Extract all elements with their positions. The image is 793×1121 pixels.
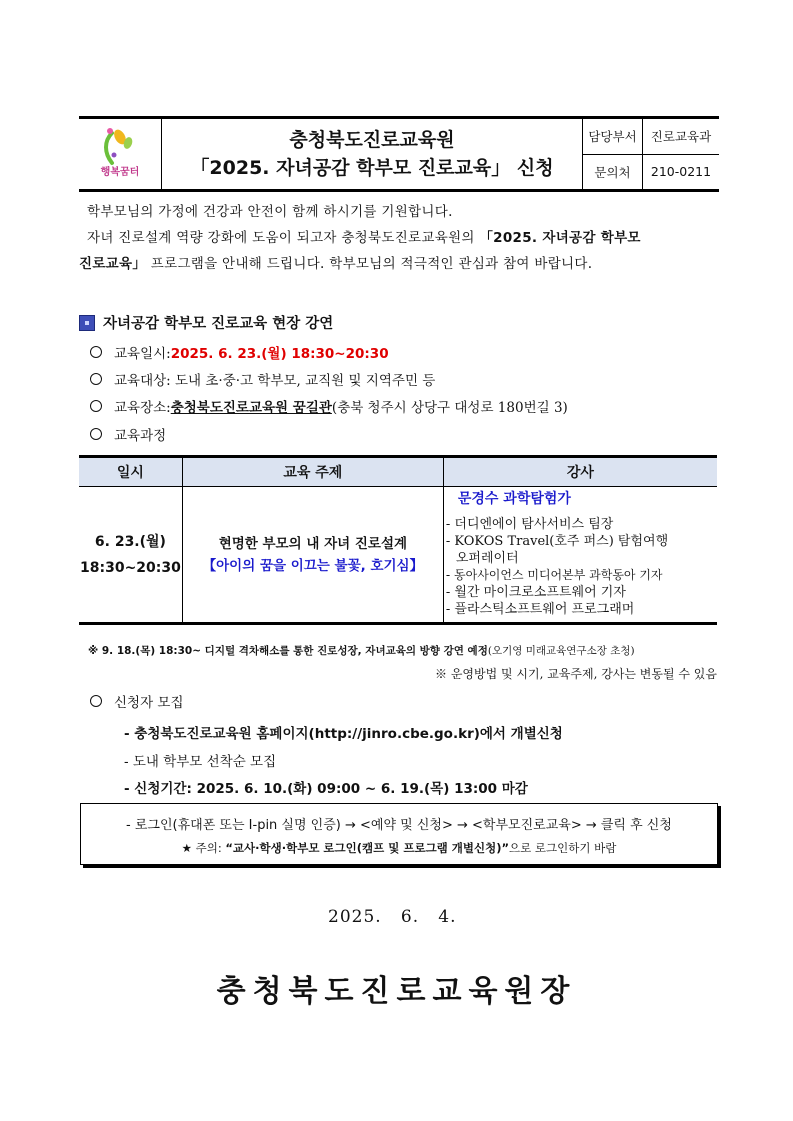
edu-course <box>90 424 166 444</box>
logo-cell <box>79 119 162 189</box>
col-header-speaker: 강사 <box>443 457 717 487</box>
program-name-end: 진로교육」 <box>79 256 147 272</box>
header-table <box>79 116 719 192</box>
edu-place-name: 충청북도진로교육원 꿈길관 <box>170 400 332 416</box>
date-cell <box>79 487 182 624</box>
table-row <box>79 487 717 624</box>
section-title-text: 자녀공감 학부모 진로교육 현장 강연 <box>103 315 334 332</box>
course-table <box>79 455 717 625</box>
caution-bold: “교사·학생·학부모 로그인(캠프 및 프로그램 개별신청)” <box>225 841 510 855</box>
circle-bullet-icon <box>90 346 102 358</box>
intro-line-1: 학부모님의 가정에 건강과 안전이 함께 하시기를 기원합니다. <box>87 204 453 220</box>
edu-course-text: 교육과정 <box>114 428 167 444</box>
dept-row <box>583 119 719 154</box>
circle-bullet-icon <box>90 695 102 707</box>
speaker-career-4: - 월간 마이크로소프트웨어 기자 <box>445 585 626 600</box>
intro-line-3-text: 프로그램을 안내해 드립니다. 학부모님의 적극적인 관심과 참여 바랍니다. <box>150 256 593 272</box>
title-line-1: 충청북도진로교육원 <box>289 129 455 151</box>
circle-bullet-icon <box>90 400 102 412</box>
edu-place-label: 교육장소: <box>114 400 171 416</box>
section-title <box>79 312 333 333</box>
caution-label: ★ 주의: <box>181 841 226 855</box>
contact-value: 210-0211 <box>650 164 712 180</box>
edu-place <box>90 396 568 416</box>
topic-cell <box>182 487 443 624</box>
date-cell-time: 18:30~20:30 <box>80 559 181 576</box>
caution-rest: 으로 로그인하기 바람 <box>509 841 617 855</box>
speaker-cell <box>443 487 717 624</box>
edu-date-value: 2025. 6. 23.(월) 18:30~20:30 <box>170 346 389 362</box>
login-caution <box>81 840 717 856</box>
col-header-date: 일시 <box>79 457 182 487</box>
topic-title: 현명한 부모의 내 자녀 진로설계 <box>218 535 408 552</box>
recruit-title-text: 신청자 모집 <box>114 695 184 711</box>
recruit-item-homepage: - 충청북도진로교육원 홈페이지(http://jinro.cbe.go.kr)에서 개별신청 <box>124 726 563 742</box>
speaker-career-1: - 더디엔에이 탐사서비스 팀장 <box>445 517 614 532</box>
edu-place-address: (충북 청주시 상당구 대성로 180번길 3) <box>331 400 568 416</box>
intro-line-2-text: 자녀 진로설계 역량 강화에 도움이 되고자 충청북도진로교육원의 <box>87 230 480 246</box>
dept-value: 진로교육과 <box>650 129 712 145</box>
login-steps: - 로그인(휴대폰 또는 I-pin 실명 인증) → <예약 및 신청> → <학부모진로교육> → 클릭 후 신청 <box>126 818 672 833</box>
contact-row <box>583 154 719 190</box>
note-upcoming-bold: ※ 9. 18.(목) 18:30~ 디지털 격차해소를 통한 진로성장, 자녀교육의 방향 강연 예정 <box>88 645 488 657</box>
dept-label: 담당부서 <box>583 119 643 154</box>
circle-bullet-icon <box>90 428 102 440</box>
speaker-career-2: - KOKOS Travel(호주 퍼스) 탐험여행 <box>445 534 669 549</box>
note-upcoming-lecture <box>88 643 635 658</box>
square-bullet-icon <box>79 315 95 331</box>
happy-dream-logo-icon <box>90 125 150 183</box>
circle-bullet-icon <box>90 373 102 385</box>
edu-target <box>90 369 435 389</box>
issuer-signature: 충청북도진로교육원장 <box>216 974 577 1009</box>
recruit-title <box>90 691 184 711</box>
title-line-2: 「2025. 자녀공감 학부모 진로교육」 신청 <box>190 157 554 179</box>
speaker-name: 문경수 과학탐험가 <box>457 491 571 507</box>
topic-subtitle: 【아이의 꿈을 이끄는 불꽃, 호기심】 <box>202 557 424 574</box>
recruit-item-period: - 신청기간: 2025. 6. 10.(화) 09:00 ~ 6. 19.(목) 13:00 마감 <box>124 781 528 797</box>
issue-date: 2025. 6. 4. <box>328 907 457 927</box>
col-header-topic: 교육 주제 <box>182 457 443 487</box>
edu-date-label: 교육일시: <box>114 346 171 362</box>
edu-date <box>90 342 389 362</box>
intro-line-3 <box>79 251 719 277</box>
intro-line-2 <box>79 225 719 251</box>
speaker-career-3: - 동아사이언스 미디어본부 과학동아 기자 <box>445 568 663 582</box>
note-upcoming-speaker: (오기영 미래교육연구소장 초청) <box>487 645 635 657</box>
recruit-item-firstcome: - 도내 학부모 선착순 모집 <box>124 754 277 770</box>
application-instructions-box <box>80 803 718 865</box>
document-title <box>162 119 582 189</box>
date-cell-day: 6. 23.(월) <box>94 533 166 550</box>
svg-text:행복꿈터: 행복꿈터 <box>100 167 140 178</box>
edu-target-text: 교육대상: 도내 초·중·고 학부모, 교직원 및 지역주민 등 <box>114 373 436 389</box>
note-change: ※ 운영방법 및 시기, 교육주제, 강사는 변동될 수 있음 <box>435 667 717 681</box>
speaker-career-5: - 플라스틱소프트웨어 프로그래머 <box>445 602 635 617</box>
table-header-row <box>79 457 717 487</box>
speaker-career-2-cont: 오퍼레이터 <box>455 551 519 566</box>
program-name: 「2025. 자녀공감 학부모 <box>479 230 641 246</box>
info-cell <box>582 119 719 189</box>
contact-label: 문의처 <box>583 155 643 190</box>
